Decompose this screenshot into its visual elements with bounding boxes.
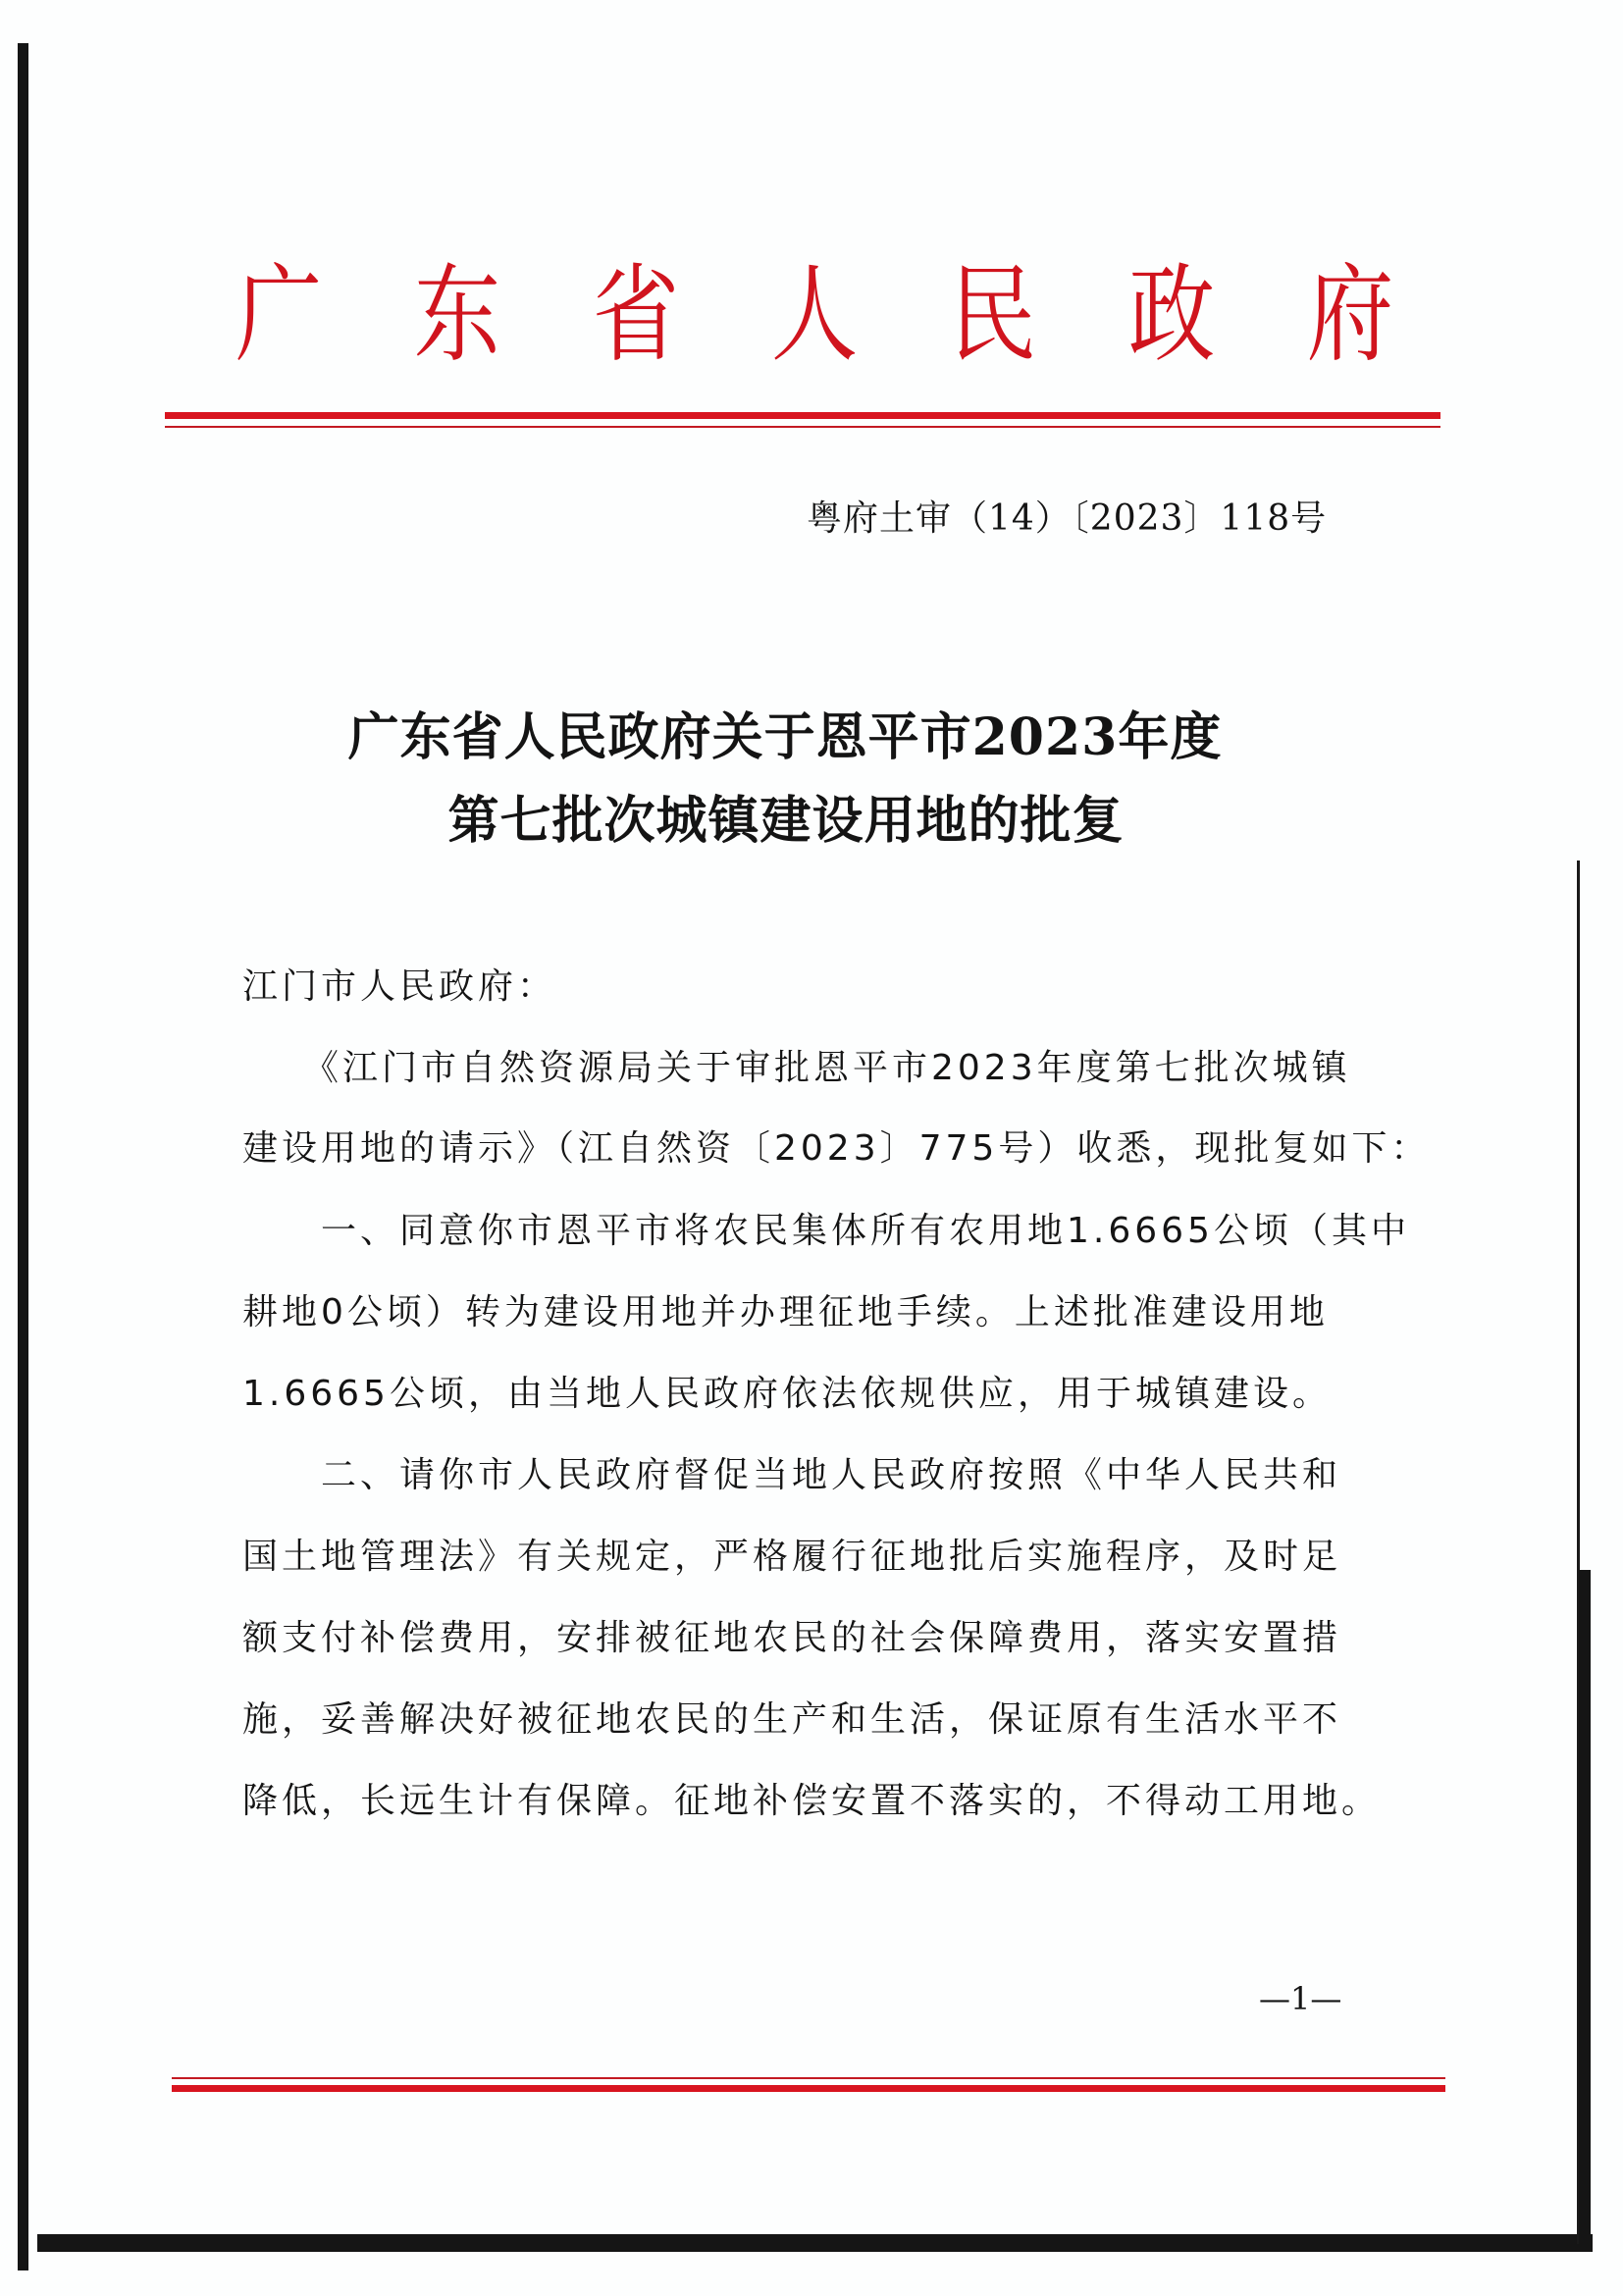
document-number: 粤府土审（14）〔2023〕118号 xyxy=(807,498,1328,539)
header-red-rule-thick xyxy=(165,412,1440,419)
scan-border-right-thick xyxy=(1579,1570,1591,2252)
issuer-char: 政 xyxy=(1127,254,1216,377)
body-line: 额支付补偿费用，安排被征地农民的社会保障费用，落实安置措 xyxy=(242,1618,1342,1658)
footer-red-rule-thin xyxy=(172,2077,1445,2079)
header-red-rule-thin xyxy=(165,426,1440,428)
body-line: 国土地管理法》有关规定，严格履行征地批后实施程序，及时足 xyxy=(242,1537,1342,1577)
document-title-line-1: 广东省人民政府关于恩平市2023年度 xyxy=(347,707,1223,767)
scan-border-bottom xyxy=(37,2234,1593,2252)
body-line: 耕地0公顷）转为建设用地并办理征地手续。上述批准建设用地 xyxy=(242,1292,1329,1332)
body-line: 施，妥善解决好被征地农民的生产和生活，保证原有生活水平不 xyxy=(242,1699,1342,1740)
issuer-char: 广 xyxy=(235,254,323,377)
footer-red-rule-thick xyxy=(172,2085,1445,2092)
issuer-char: 府 xyxy=(1306,254,1394,377)
body-line: 二、请你市人民政府督促当地人民政府按照《中华人民共和 xyxy=(242,1455,1342,1495)
body-line: 一、同意你市恩平市将农民集体所有农用地1.6665公顷（其中 xyxy=(242,1211,1410,1251)
body-line: 降低，长远生计有保障。征地补偿安置不落实的，不得动工用地。 xyxy=(242,1781,1382,1821)
letterhead-issuer xyxy=(226,254,1403,377)
page-number: —1— xyxy=(1259,1980,1342,2017)
body-line: 建设用地的请示》（江自然资〔2023〕775号）收悉，现批复如下： xyxy=(242,1128,1431,1169)
addressee: 江门市人民政府： xyxy=(242,966,557,1007)
issuer-char: 民 xyxy=(949,254,1037,377)
scan-border-left xyxy=(18,43,28,2270)
body-line: 《江门市自然资源局关于审批恩平市2023年度第七批次城镇 xyxy=(242,1048,1351,1088)
issuer-char: 人 xyxy=(770,254,859,377)
issuer-char: 东 xyxy=(413,254,501,377)
document-title-line-2: 第七批次城镇建设用地的批复 xyxy=(447,791,1125,851)
issuer-char: 省 xyxy=(592,254,680,377)
body-line: 1.6665公顷，由当地人民政府依法依规供应，用于城镇建设。 xyxy=(242,1374,1332,1414)
